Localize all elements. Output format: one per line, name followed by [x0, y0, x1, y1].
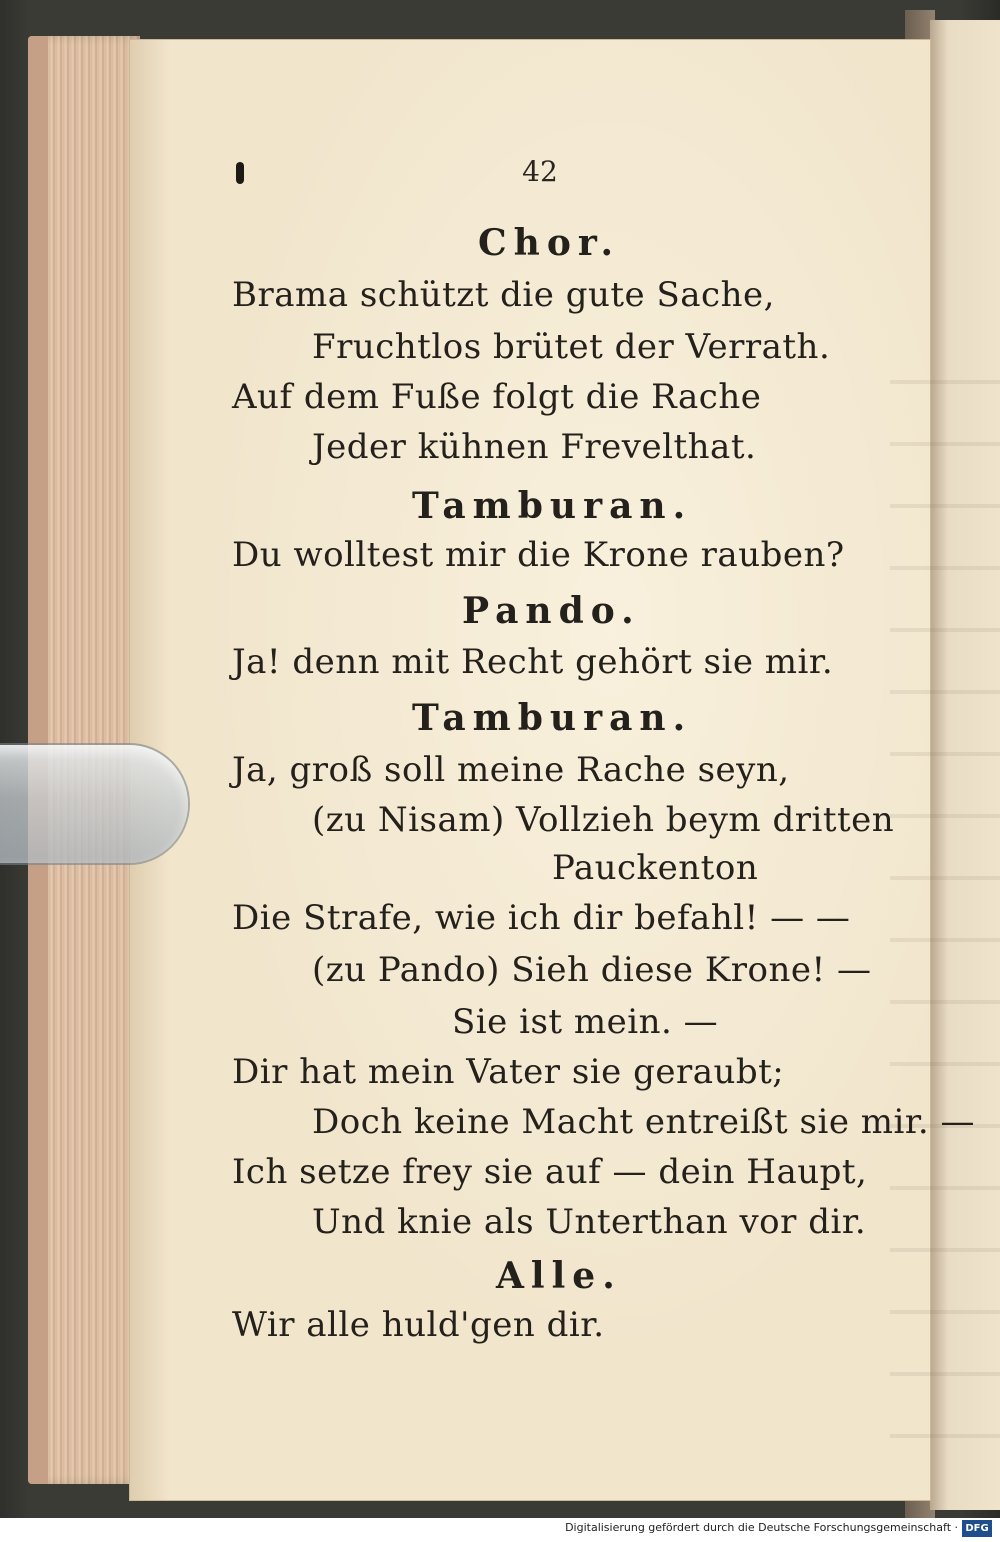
verse-line: (zu Pando) Sieh diese Krone! — [312, 950, 872, 990]
page-number: 42 [522, 155, 558, 188]
show-through-text [890, 340, 1000, 1440]
speaker-label: Chor. [478, 222, 621, 264]
speaker-label: Tamburan. [412, 485, 693, 527]
glass-page-weight [0, 745, 188, 863]
speaker-label: Tamburan. [412, 697, 693, 739]
speaker-label: Pando. [462, 590, 641, 632]
verse-line: Dir hat mein Vater sie geraubt; [232, 1052, 785, 1092]
verse-line: Auf dem Fuße folgt die Rache [232, 377, 762, 417]
verse-line: Ja! denn mit Recht gehört sie mir. [232, 642, 834, 682]
verse-line: Sie ist mein. — [452, 1002, 719, 1042]
verse-line: Brama schützt die gute Sache, [232, 275, 775, 315]
verse-line: Fruchtlos brütet der Verrath. [312, 327, 831, 367]
verse-line: (zu Nisam) Vollzieh beym dritten [312, 800, 895, 840]
verse-line: Die Strafe, wie ich dir befahl! — — [232, 898, 851, 938]
verse-line: Und knie als Unterthan vor dir. [312, 1202, 867, 1242]
verse-line: Pauckenton [552, 848, 759, 888]
verse-line: Ich setze frey sie auf — dein Haupt, [232, 1152, 868, 1192]
verse-line: Jeder kühnen Frevelthat. [312, 427, 757, 467]
verse-line: Doch keine Macht entreißt sie mir. — [312, 1102, 976, 1142]
verse-line: Du wolltest mir die Krone rauben? [232, 535, 845, 575]
dfg-logo: DFG [962, 1520, 992, 1537]
verse-line: Ja, groß soll meine Rache seyn, [232, 750, 790, 790]
speaker-label: Alle. [496, 1255, 622, 1297]
verse-line: Wir alle huld'gen dir. [232, 1305, 605, 1345]
footer-credit: Digitalisierung gefördert durch die Deutsche Forschungsgemeinschaft · [565, 1521, 958, 1534]
